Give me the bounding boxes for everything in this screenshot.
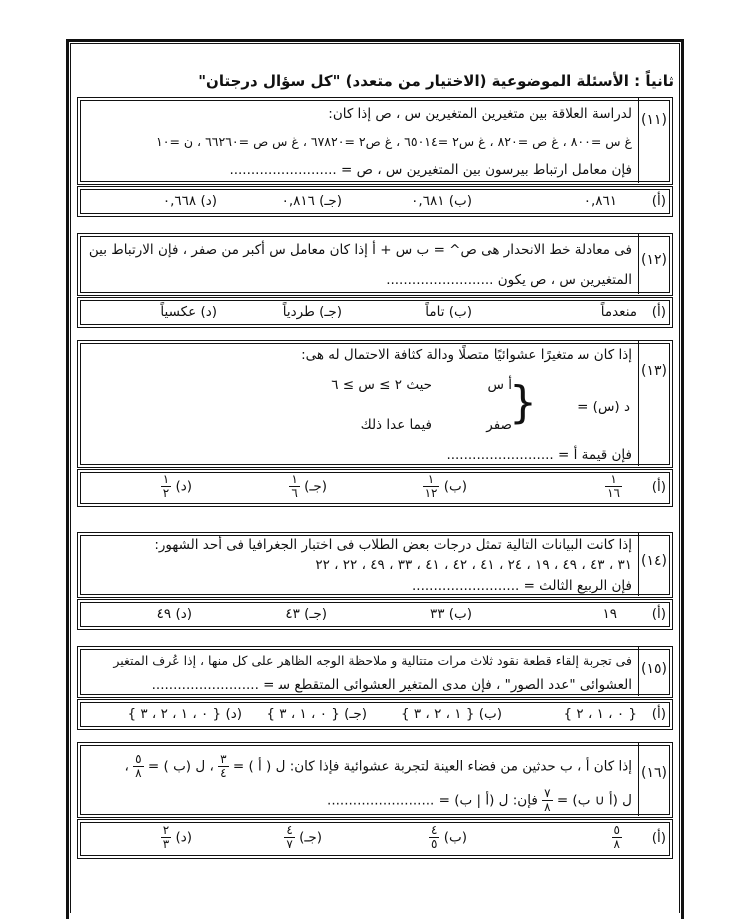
option-d-label: (د): [175, 606, 192, 622]
option-c-label: (جـ): [344, 706, 367, 722]
options-row: [77, 699, 673, 730]
option-c[interactable]: [278, 824, 322, 851]
question-number-cell: [638, 533, 672, 596]
stem-part: إذا كان أ ، ب حدثين من فضاء العينة لتجربة عشوائية فإذا كان: ل ( أ ) =: [232, 758, 632, 775]
option-d-label: (د): [175, 829, 192, 846]
option-d-den: ٢: [162, 486, 170, 500]
question-number: (١٥): [641, 661, 667, 677]
question-stem-line3: فإن معامل ارتباط بيرسون بين المتغيرين س ، ص = .........................: [229, 162, 632, 178]
option-d[interactable]: [121, 706, 242, 722]
option-a-label[interactable]: (أ): [651, 606, 666, 622]
options-row: [77, 819, 673, 859]
option-b-value: تاماً: [425, 304, 445, 320]
option-a-value: { ٠ ، ١ ، ٢ }: [563, 706, 637, 722]
option-c-label: (جـ): [299, 829, 322, 846]
option-c-num: ٤: [286, 823, 293, 837]
option-b-label: (ب): [448, 193, 472, 209]
question-stem-line1: لدراسة العلاقة بين متغيرين المتغيرين س ، ص إذا كان:: [328, 106, 632, 122]
option-c-value: ٤٣: [285, 606, 300, 622]
option-b[interactable]: [395, 706, 502, 722]
option-d[interactable]: [155, 824, 192, 851]
option-b-den: ١٢: [424, 486, 438, 500]
option-c-den: ٧: [286, 837, 293, 851]
option-c-value: طردياً: [282, 304, 315, 320]
option-d-value: ٤٩: [156, 606, 172, 622]
question-stem-line1: فى تجربة إلقاء قطعة نقود ثلاث مرات متتالية و ملاحظة الوجه الظاهر على كل منها ، إذا عُرف المتغير: [113, 653, 632, 668]
case1-condition: حيث ٢ ≥ س ≥ ٦: [331, 377, 432, 393]
option-d-den: ٣: [162, 837, 170, 851]
question-box: [77, 742, 673, 818]
question-box: [77, 532, 673, 598]
option-b-label: (ب): [448, 606, 472, 622]
stem-part: ل (أ ∪ ب) =: [556, 792, 632, 809]
option-d-label: (د): [175, 478, 192, 495]
option-c-den: ٦: [291, 486, 298, 500]
section-heading: ثانياً : الأسئلة الموضوعية (الاختيار من متعدد) "كل سؤال درجتان": [198, 72, 674, 90]
option-c-label: (جـ): [304, 606, 327, 622]
options-row: [77, 186, 673, 217]
question-stem-line1: إذا كان ﺳ متغيرًا عشوائيًا متصلًا ودالة كثافة الاحتمال له هى:: [301, 347, 632, 363]
question-stem-line1: [125, 753, 632, 780]
option-a-label[interactable]: (أ): [651, 304, 666, 320]
option-a-num: ٥: [613, 823, 620, 837]
question-stem-line1: فى معادلة خط الانحدار هى ص^ = ب س + أ إذا كان معامل س أكبر من صفر ، فإن الارتباط بين: [88, 242, 632, 258]
stem-part: ،: [124, 758, 129, 775]
option-b-label: (ب): [443, 478, 467, 495]
option-b[interactable]: [419, 304, 472, 320]
option-d-value: { ٠ ، ١ ، ٢ ، ٣ }: [127, 706, 222, 722]
option-d[interactable]: [155, 473, 192, 500]
options-row: [77, 469, 673, 507]
question-number: (١١): [641, 112, 667, 128]
option-d[interactable]: [154, 304, 217, 320]
option-d-label: (د): [200, 304, 217, 320]
question-stem-line2: العشوائى "عدد الصور" ، فإن مدى المتغير العشوائى المتقطع ﺳ = .........................: [151, 677, 632, 693]
option-a-value: [612, 824, 622, 851]
case2-expression: صفر: [486, 417, 512, 433]
option-d-num: ١: [162, 472, 170, 486]
option-a-den: ١٦: [607, 486, 620, 500]
question-stem-line2: [327, 787, 632, 814]
option-b-value: ٠,٦٨١: [411, 193, 445, 209]
option-a-label[interactable]: (أ): [651, 706, 666, 722]
option-c[interactable]: [260, 706, 367, 722]
option-b-num: ١: [423, 473, 440, 487]
stem-part: فإن: ل (أ | ب) = .........................: [327, 792, 538, 809]
question-stem-line3: فإن الربيع الثالث = .........................: [412, 578, 632, 594]
option-a-value: [605, 473, 622, 500]
question-number-cell: [638, 647, 672, 696]
question-number: (١٢): [641, 252, 667, 268]
question-number: (١٤): [641, 553, 667, 569]
option-b[interactable]: [417, 473, 467, 500]
option-c-num: ١: [291, 472, 298, 486]
option-a-value: منعدماً: [600, 304, 637, 320]
question-stem-line2: ٣١ ، ٤٣ ، ٤٩ ، ١٩ ، ٢٤ ، ٤١ ، ٤٢ ، ٤١ ، ٣٣ ، ٤٩ ، ٢٢ ، ٢٢: [315, 557, 632, 573]
stem-part: ، ل (ب ) =: [147, 758, 214, 775]
options-row: [77, 297, 673, 328]
option-d-label: (د): [200, 193, 217, 209]
question-box: [77, 340, 673, 468]
piecewise-brace: {: [509, 377, 537, 428]
option-a-num: ١: [605, 473, 622, 487]
options-row: [77, 599, 673, 630]
question-box: [77, 646, 673, 698]
question-box: [77, 97, 673, 185]
option-a-value: ١٩: [602, 606, 617, 622]
option-d-label: (د): [225, 706, 242, 722]
option-c-value: { ٠ ، ١ ، ٣ }: [266, 706, 340, 722]
option-b-den: ٥: [431, 837, 438, 851]
option-d[interactable]: [151, 606, 192, 622]
frac-num: ٥: [135, 752, 142, 766]
option-b[interactable]: [423, 824, 467, 851]
case2-condition: فيما عدا ذلك: [360, 417, 432, 433]
frac-den: ٨: [544, 800, 551, 814]
question-stem-line2: ﻍ س =٨٠٠ ، ﻍ ص =٨٢٠ ، ﻍ س٢ =٦٥٠١٤ ، ﻍ ص٢ =٦٧٨٢٠ ، ﻍ س ص =٦٦٢٦٠ ، ن =١٠: [156, 134, 632, 149]
option-c-label: (جـ): [319, 304, 342, 320]
density-lhs: د (س) =: [577, 399, 630, 415]
case1-expression: أ س: [487, 377, 512, 393]
question-number-cell: [638, 743, 672, 816]
option-b-value: ٣٣: [429, 606, 445, 622]
question-box: [77, 233, 673, 296]
frac-den: ٤: [220, 766, 227, 780]
question-number-cell: [638, 234, 672, 294]
option-c-label: (جـ): [319, 193, 342, 209]
option-d-value: ٠,٦٦٨: [162, 193, 197, 209]
option-a-label[interactable]: (أ): [651, 830, 666, 846]
option-b[interactable]: [424, 606, 472, 622]
question-number-cell: [638, 341, 672, 466]
option-d[interactable]: [157, 193, 217, 209]
question-stem-last: فإن قيمة أ = .........................: [446, 447, 632, 463]
question-stem-line1: إذا كانت البيانات التالية تمثل درجات بعض الطلاب فى اختبار الجغرافيا فى أحد الشهور:: [154, 537, 632, 553]
question-number: (١٦): [641, 765, 667, 781]
option-a-label[interactable]: (أ): [651, 479, 666, 495]
option-c-value: ٠,٨١٦: [281, 193, 315, 209]
option-b-value: { ١ ، ٢ ، ٣ }: [400, 706, 475, 722]
option-b[interactable]: [405, 193, 472, 209]
option-c[interactable]: [277, 304, 342, 320]
option-a-den: ٨: [613, 837, 620, 851]
question-number: (١٣): [641, 363, 667, 379]
question-stem-line2: المتغيرين س ، ص يكون .........................: [386, 272, 632, 288]
option-d-value: عكسياً: [160, 304, 197, 320]
frac-num: ٧: [544, 786, 551, 800]
option-a-label[interactable]: (أ): [651, 193, 666, 209]
option-b-label: (ب): [443, 829, 467, 846]
option-d-num: ٢: [162, 823, 170, 837]
option-c[interactable]: [279, 606, 327, 622]
option-c-label: (جـ): [304, 478, 327, 495]
frac-num: ٣: [220, 752, 227, 766]
option-c[interactable]: [276, 193, 342, 209]
option-c[interactable]: [283, 473, 327, 500]
option-a-value: ٠,٨٦١: [583, 193, 617, 209]
option-b-label: (ب): [478, 706, 502, 722]
question-number-cell: [638, 98, 672, 183]
frac-den: ٨: [135, 766, 142, 780]
option-b-label: (ب): [448, 304, 472, 320]
option-b-num: ٤: [431, 823, 438, 837]
